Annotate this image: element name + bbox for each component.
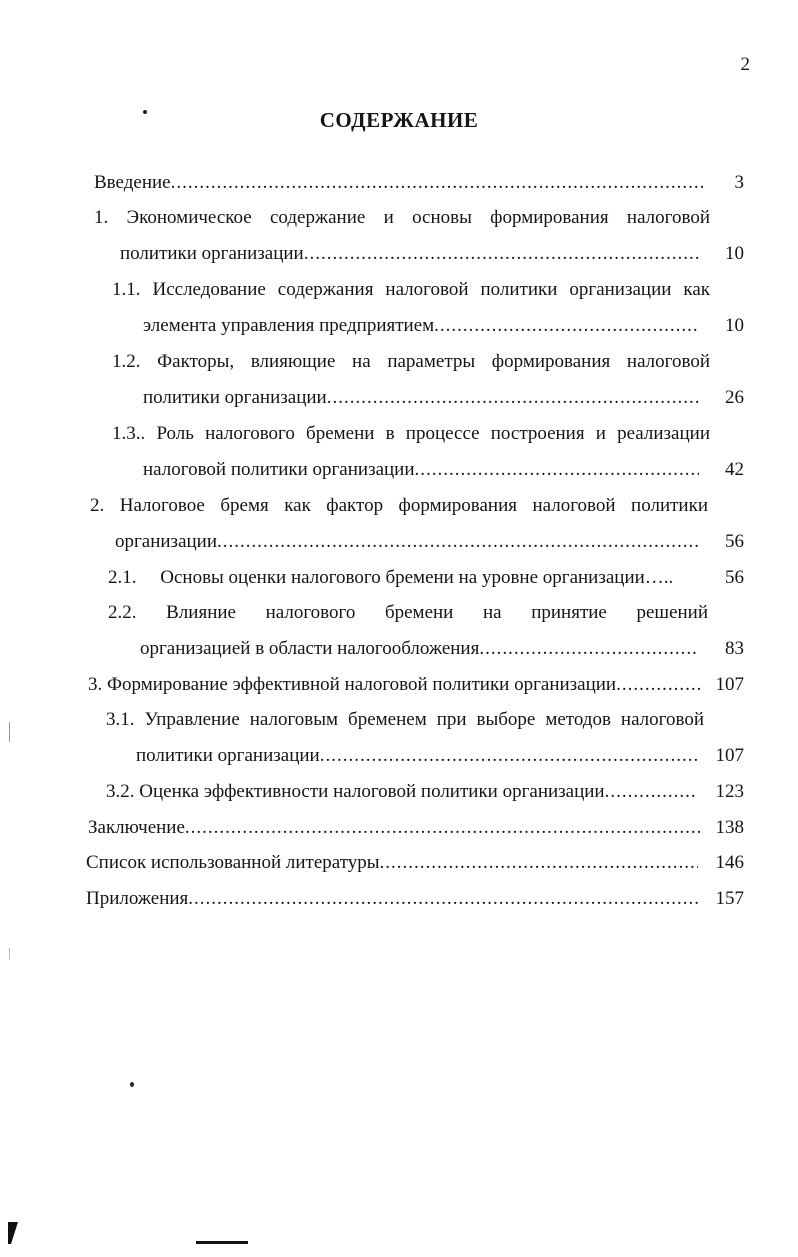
page-number: 2 xyxy=(740,54,750,75)
toc-page-number: 107 xyxy=(715,745,744,766)
toc-page-number: 123 xyxy=(715,781,744,802)
scan-speck xyxy=(130,1082,134,1087)
toc-entry-section-1-2: 1.2. Факторы, влияющие на параметры формирования налоговой xyxy=(112,351,710,372)
toc-page-number: 157 xyxy=(715,888,744,909)
scan-edge-mark xyxy=(196,1241,248,1244)
toc-entry-references: Список использованной литературы ..... xyxy=(86,850,698,876)
toc-page-number: 138 xyxy=(715,817,744,838)
toc-page-number: 3 xyxy=(734,172,744,193)
toc-entry-appendix: Приложения ..... xyxy=(86,886,698,912)
toc-entry-chapter-2: 2. Налоговое бремя как фактор формирования налоговой политики xyxy=(90,495,708,516)
scan-margin-mark xyxy=(9,722,10,742)
toc-page-number: 146 xyxy=(715,852,744,873)
toc-page-number: 83 xyxy=(725,638,744,659)
scan-margin-mark xyxy=(9,948,10,960)
toc-page-number: 56 xyxy=(725,567,744,588)
toc-entry-chapter-1-cont: политики организации ..... xyxy=(120,241,702,267)
toc-entry-chapter-3: 3. Формирование эффективной налоговой политики организации ..... xyxy=(88,672,700,698)
toc-entry-section-3-2: 3.2. Оценка эффективности налоговой политики организации ..... xyxy=(106,779,696,805)
toc-entry-section-3-1-cont: политики организации ..... xyxy=(136,743,700,769)
toc-entry-conclusion: Заключение ..... xyxy=(88,815,700,841)
toc-entry-section-2-2-cont: организацией в области налогообложения ..... xyxy=(140,636,696,662)
toc-entry-section-2-1: 2.1. Основы оценки налогового бремени на уровне организации….. xyxy=(108,567,674,588)
toc-entry-section-3-1: 3.1. Управление налоговым бременем при выборе методов налоговой xyxy=(106,709,704,730)
toc-page-number: 10 xyxy=(725,315,744,336)
toc-page-number: 42 xyxy=(725,459,744,480)
toc-entry-section-1-2-cont: политики организации ..... xyxy=(143,385,699,411)
toc-entry-chapter-1: 1. Экономическое содержание и основы формирования налоговой xyxy=(94,207,710,228)
toc-page-number: 56 xyxy=(725,531,744,552)
toc-entry-intro xyxy=(94,170,706,196)
toc-entry-chapter-2-cont: организации ..... xyxy=(115,529,701,555)
toc-entry-section-2-2: 2.2. Влияние налогового бремени на принятие решений xyxy=(108,602,708,623)
toc-page-number: 10 xyxy=(725,243,744,264)
page-title: СОДЕРЖАНИЕ xyxy=(319,108,479,132)
toc-page-number: 107 xyxy=(715,674,744,695)
toc-entry-section-1-3: 1.3.. Роль налогового бремени в процессе построения и реализации xyxy=(112,423,710,444)
toc-entry-section-1-3-cont: налоговой политики организации ..... xyxy=(143,457,699,483)
toc-entry-section-1-1: 1.1. Исследование содержания налоговой политики организации как xyxy=(112,279,710,300)
toc-page-number: 26 xyxy=(725,387,744,408)
scan-speck xyxy=(143,110,147,114)
toc-entry-title: Введение xyxy=(94,172,171,193)
toc-entry-section-1-1-cont: элемента управления предприятием ..... xyxy=(143,313,699,339)
